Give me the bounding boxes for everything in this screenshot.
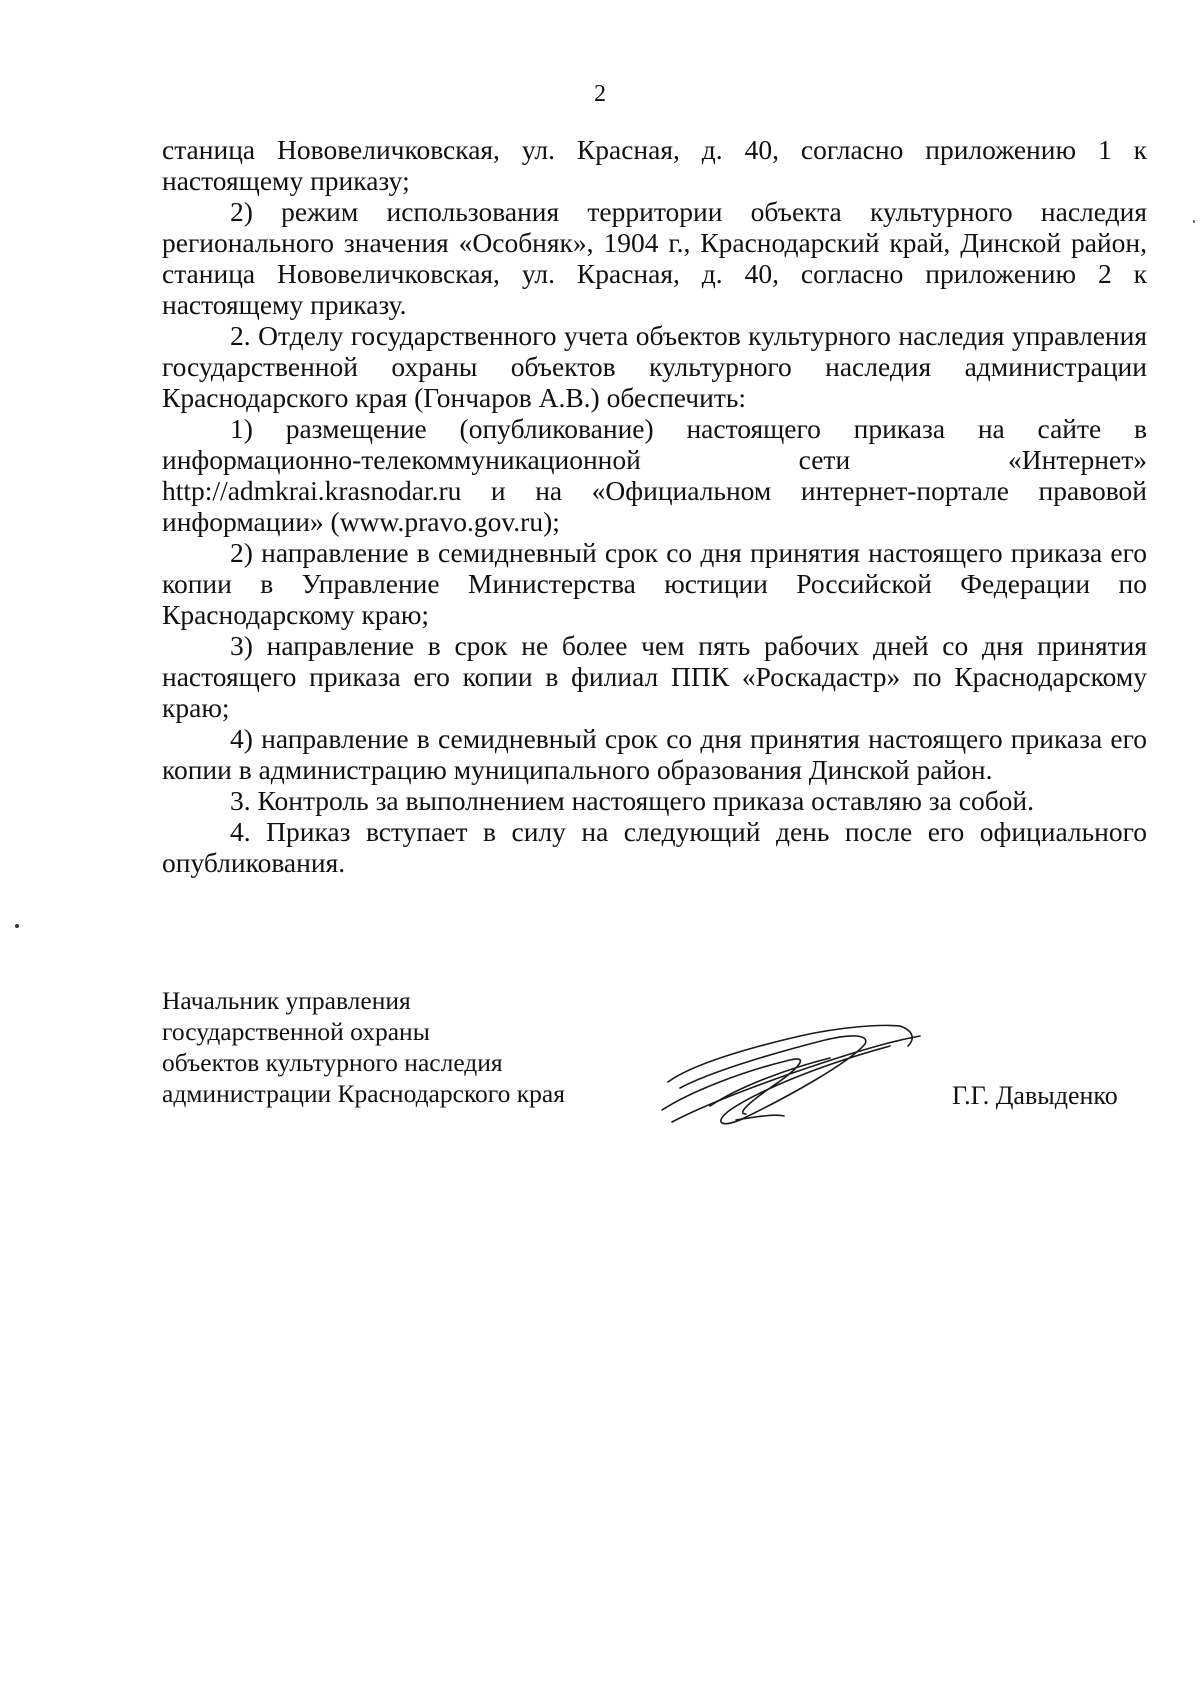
paragraph-item-2-ministry: 2) направление в семидневный срок со дня принятия настоящего приказа его копии в Управление Министерства юстиции Российской Федерации по Краснодарскому краю; xyxy=(162,537,1147,630)
paragraph-item-4-municipality: 4) направление в семидневный срок со дня принятия настоящего приказа его копии в администрацию муниципального образования Динской район. xyxy=(162,723,1147,785)
handwritten-signature xyxy=(650,1010,930,1130)
scan-edge-mark xyxy=(1193,220,1195,223)
paragraph-section-2: 2. Отделу государственного учета объектов культурного наследия управления государственной охраны объектов культурного наследия администрации Краснодарского края (Гончаров А.В.) обеспечить: xyxy=(162,320,1147,413)
paragraph-section-3: 3. Контроль за выполнением настоящего приказа оставляю за собой. xyxy=(230,785,1035,816)
paragraph-item-1-publication: 1) размещение (опубликование) настоящего приказа на сайте в информационно-телекоммуникационной сети «Интернет» http://admkrai.krasnodar.ru и на «Официальном интернет-портале правовой информации» (www.pravo.gov.ru); xyxy=(162,413,1147,537)
scan-speck xyxy=(15,924,19,928)
paragraph-section-4: 4. Приказ вступает в силу на следующий день после его официального опубликования. xyxy=(162,816,1147,878)
signer-name: Г.Г. Давыденко xyxy=(952,1081,1118,1110)
position-line: объектов культурного наследия xyxy=(162,1048,503,1077)
paragraph-continuation: станица Нововеличковская, ул. Красная, д. 40, согласно приложению 1 к настоящему приказу; xyxy=(162,134,1147,196)
paragraph-item-3-roskadastr: 3) направление в срок не более чем пять рабочих дней со дня принятия настоящего приказа его копии в филиал ППК «Роскадастр» по Краснодарскому краю; xyxy=(162,630,1147,723)
position-line: государственной охраны xyxy=(162,1017,430,1046)
position-line: Начальник управления xyxy=(162,986,411,1015)
page-number: 2 xyxy=(594,81,606,107)
position-line: администрации Краснодарского края xyxy=(162,1079,565,1108)
document-body xyxy=(162,134,1147,878)
paragraph-item-2-usage-regime: 2) режим использования территории объекта культурного наследия регионального значения «Особняк», 1904 г., Краснодарский край, Динской район, станица Нововеличковская, ул. Красная, д. 40, согласно приложению 2 к настоящему приказу. xyxy=(162,196,1147,320)
